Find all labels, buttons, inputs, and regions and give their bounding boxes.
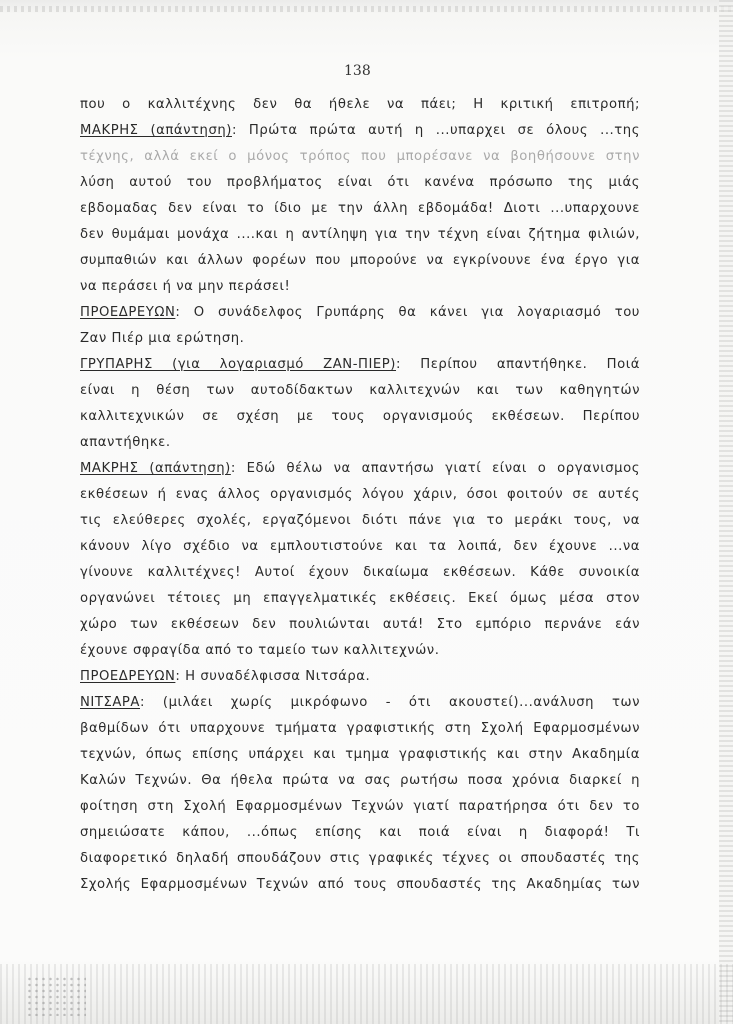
speaker-name: ΜΑΚΡΗΣ (απάντηση) [80, 123, 232, 138]
line-text: τεχνών, όπως επίσης υπάρχει και τμημα γραφιστικής και στην Ακαδημία [80, 747, 640, 762]
text-line [80, 352, 640, 378]
line-text: συμπαθιών και άλλων φορέων που μπορούνε να εγκρίνουνε ένα έργο για [80, 253, 640, 268]
text-line [80, 300, 640, 326]
line-text: χώρο των εκθέσεων δεν πουλιώνται αυτά! Στο εμπόριο περνάνε εάν [80, 617, 640, 632]
text-line [80, 768, 640, 794]
line-text: Σχολής Εφαρμοσμένων Τεχνών από τους σπουδαστές της Ακαδημίας των [80, 877, 640, 892]
line-text: εβδομαδας δεν είναι το ίδιο με την άλλη εβδομάδα! Διοτι ...υπαρχουνε [80, 201, 640, 216]
line-text: απαντήθηκε. [80, 435, 171, 450]
text-line [80, 222, 640, 248]
line-text: λύση αυτού του προβλήματος είναι ότι κανένα πρόσωπο της μιάς [80, 175, 640, 190]
text-line [80, 326, 640, 352]
line-text: γίνουνε καλλιτέχνες! Αυτοί έχουν δικαίωμα εκθέσεων. Κάθε συνοικία [80, 565, 640, 580]
text-line [80, 404, 640, 430]
text-line [80, 612, 640, 638]
text-line [80, 872, 640, 898]
text-line [80, 846, 640, 872]
speaker-name: ΝΙΤΣΑΡΑ [80, 695, 140, 710]
line-text: τις ελεύθερες σχολές, εργαζόμενοι διότι πάνε για το μεράκι τους, να [80, 513, 640, 528]
line-text: κάνουν λίγο σχέδιο να εμπλουτιστούνε και τα λοιπά, δεν έχουνε ...να [80, 539, 640, 554]
line-text: καλλιτεχνικών σε σχέση με τους οργανισμούς εκθέσεων. Περίπου [80, 409, 640, 424]
text-line [80, 430, 640, 456]
text-line [80, 144, 640, 170]
text-line [80, 742, 640, 768]
line-text: σημειώσατε κάπου, ...όπως επίσης και ποιά είναι η διαφορά! Τι [80, 825, 640, 840]
text-line [80, 378, 640, 404]
scan-artifact-right [719, 0, 733, 1024]
line-text: : Περίπου απαντήθηκε. Ποιά [396, 357, 640, 372]
line-text: δεν θυμάμαι μονάχα ....και η αντίληψη για την τέχνη είναι ζήτημα φιλιών, [80, 227, 640, 242]
line-text: Καλών Τεχνών. Θα ήθελα πρώτα να σας ρωτήσω ποσα χρόνια διαρκεί η [80, 773, 640, 788]
text-line [80, 638, 640, 664]
line-text: : Η συναδέλφισσα Νιτσάρα. [175, 669, 371, 684]
text-line [80, 248, 640, 274]
scan-noise-dots [26, 976, 86, 1016]
line-text: : Ο συνάδελφος Γρυπάρης θα κάνει για λογαριασμό του [175, 305, 640, 320]
text-line [80, 196, 640, 222]
text-line [80, 534, 640, 560]
line-text: που ο καλλιτέχνης δεν θα ήθελε να πάει; Η κριτική επιτροπή; [80, 97, 640, 112]
line-text: : (μιλάει χωρίς μικρόφωνο - ότι ακουστεί)...ανάλυση των [140, 695, 640, 710]
speaker-name: ΜΑΚΡΗΣ (απάντηση) [80, 461, 231, 476]
text-line [80, 456, 640, 482]
text-line [80, 820, 640, 846]
line-text: εκθέσεων ή ενας άλλος οργανισμός λόγου χάριν, όσοι φοιτούν σε αυτές [80, 487, 640, 502]
text-line [80, 92, 640, 118]
text-line [80, 794, 640, 820]
text-line [80, 118, 640, 144]
text-line [80, 170, 640, 196]
line-text: έχουνε σφραγίδα από το ταμείο των καλλιτεχνών. [80, 643, 440, 658]
text-line [80, 274, 640, 300]
scan-artifact-bottom [0, 964, 733, 1024]
line-text: διαφορετικό δηλαδή σπουδάζουν στις γραφικές τέχνες οι σπουδαστές της [80, 851, 640, 866]
text-line [80, 482, 640, 508]
speaker-name: ΠΡΟΕΔΡΕΥΩΝ [80, 669, 176, 684]
line-text: να περάσει ή να μην περάσει! [80, 279, 291, 294]
line-text: Ζαν Πιέρ μια ερώτηση. [80, 331, 245, 346]
text-line [80, 586, 640, 612]
text-line [80, 664, 640, 690]
scan-artifact-top [0, 6, 733, 12]
line-text: είναι η θέση των αυτοδίδακτων καλλιτεχνών και των καθηγητών [80, 383, 640, 398]
line-text: βαθμίδων ότι υπαρχουνε τμήματα γραφιστικής στη Σχολή Εφαρμοσμένων [80, 721, 640, 736]
text-line [80, 560, 640, 586]
line-text: : Πρώτα πρώτα αυτή η ...υπαρχει σε όλους ...της [231, 123, 640, 138]
line-text: : Εδώ θέλω να απαντήσω γιατί είναι ο οργανισμος [230, 461, 640, 476]
transcript-body [80, 92, 640, 898]
speaker-name: ΠΡΟΕΔΡΕΥΩΝ [80, 305, 176, 320]
speaker-name: ΓΡΥΠΑΡΗΣ (για λογαριασμό ΖΑΝ-ΠΙΕΡ) [80, 357, 397, 372]
line-text: τέχνης, αλλά εκεί ο μόνος τρόπος που μπορέσανε να βοηθήσουνε στην [80, 149, 640, 164]
line-text: φοίτηση στη Σχολή Εφαρμοσμένων Τεχνών γιατί παρατήρησα ότι δεν το [80, 799, 640, 814]
text-line [80, 690, 640, 716]
line-text: οργανώνει τέτοιες μη επαγγελματικές εκθέσεις. Εκεί όμως μέσα στον [80, 591, 640, 606]
text-line [80, 508, 640, 534]
page-number: 138 [344, 63, 371, 79]
text-line [80, 716, 640, 742]
